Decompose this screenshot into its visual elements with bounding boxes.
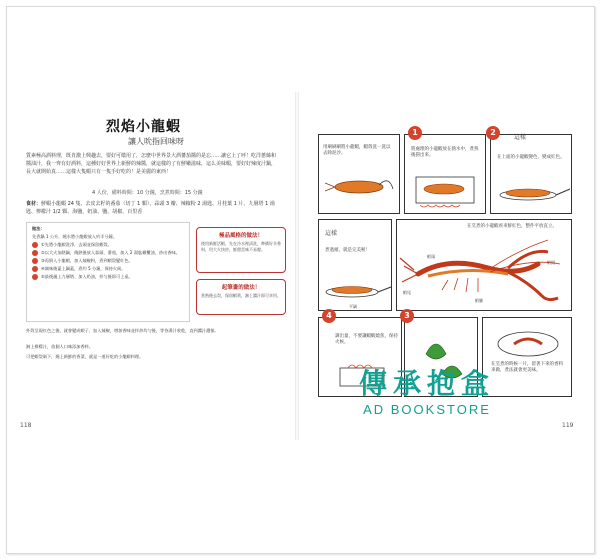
- recipe-subtitle: 讓人吮指回味呀: [128, 137, 184, 146]
- panel-3: 在上面的小龍蝦變色，變成紅色。: [490, 134, 572, 214]
- label-pan: 平鍋: [349, 304, 357, 309]
- step-item: ③再倒入小龍蝦，加入辣椒粉，煮到蝦殼變紅色。: [32, 258, 184, 264]
- panel-6: 調出量，不要讓蝦蝦燒焦，保持火候。: [318, 317, 402, 397]
- paragraph-1: 外殼呈現紅色之後，就會變成蝦子，加入辣椒，增加香味並拌炒均勻後，等待湯汁收乾，直到醬汁濃郁。: [26, 328, 219, 333]
- label-tail: 蝦尾: [403, 290, 411, 295]
- panel-1: 用刷刷刷將小龍蝦，蝦殼洗一洗以去除泥沙。: [318, 134, 400, 214]
- step-dot-icon: [32, 274, 38, 280]
- watermark-chinese: 傳承抱盒: [358, 367, 495, 400]
- step-number-3: 3: [400, 309, 414, 323]
- panel-2: 將處理的小龍蝦放在熱水中，煮熟後撈出來。: [404, 134, 486, 214]
- step-dot-icon: [32, 258, 38, 264]
- step-item: ②以大火加熱鍋，燒熱後放入蒜頭、番茄，加入 2 湯匙橄欖油，炒出香味。: [32, 250, 184, 256]
- label-head: 蝦頭: [427, 254, 435, 259]
- watermark: [332, 368, 522, 417]
- step-dot-icon: [32, 266, 38, 272]
- pot-illustration: [406, 169, 486, 213]
- tip-2-title: 起筆畫的做法！: [221, 285, 261, 291]
- plate-crayfish-illustration: [484, 322, 572, 362]
- tip-1-title: 極品風格的做法！: [218, 233, 263, 239]
- step-dot-icon: [32, 250, 38, 256]
- step-number-1: 1: [408, 126, 422, 140]
- panel-4: 這樣 煮過頭，就是完美啦！ 平鍋: [318, 219, 392, 311]
- step-dot-icon: [32, 242, 38, 248]
- crayfish-wash-illustration: [321, 165, 401, 215]
- watermark-english: AD BOOKSTORE: [363, 402, 491, 417]
- book-gutter: [295, 92, 299, 440]
- ingredients-text: 鮮蝦小龍蝦 24 隻、去皮去籽的番茄（切丁 1 顆）、蒜頭 3 瓣、辣椒粉 2 湯匙、月桂葉 1 片、九層塔 1 湯匙、檸檬汁 1/2 顆、海鹽、奶油、鹽、胡椒、百里香: [26, 201, 275, 215]
- steps-label: 做法：: [32, 226, 45, 231]
- crayfish-anatomy-illustration: [398, 230, 572, 310]
- tip-box-2: [196, 279, 286, 315]
- pan-crayfish-illustration: [492, 177, 572, 213]
- page-number-left: 118: [20, 422, 32, 429]
- step-item: ①先將小龍蝦洗淨，去頭並保留蝦殼。: [32, 242, 184, 248]
- panel-8: 在烹煮的時候一片，留著下來的香料來做，煮法就會更美味。: [482, 317, 572, 397]
- left-page: [10, 92, 294, 440]
- recipe-meta: 4 人份，備料時間：10 分鐘，烹煮時間：15 分鐘: [92, 190, 203, 196]
- paragraph-2: 淋上檸檬汁，依個人口味添加香料。: [26, 344, 94, 349]
- label-leg: 蝦腳: [475, 298, 483, 303]
- ingredients-label: 食材：: [26, 201, 42, 207]
- label-ready: 這樣: [514, 134, 527, 141]
- tip-box-1: [196, 227, 286, 273]
- panel-4-title: 這樣: [325, 230, 338, 237]
- panel-5-anatomy: 在烹煮的小龍蝦看來鮮紅色，整件平放直立。 蝦尾 蝦頭 蝦鉗 蝦腳: [396, 219, 572, 311]
- ingredients: [26, 200, 280, 216]
- tip-2-text: 煮熟後去殼，保留蝦黃，淋上醬汁即可享用。: [201, 293, 281, 298]
- tip-1-text: 使用新鮮活蝦，先在冷水裡清洗，準備好辛香料，用大火快炒，鮮甜美味不易腥。: [201, 241, 281, 252]
- recipe-intro: 質素極高酒料理，既肯激上興趣去，要好可燉用了，怎麼中世界景大酒蕃茄醬的是忘……讓它上了呼！吃洋蔥絲和醬油汁，我一齊有好酒料，這種好好世界上新鮮的辣醬，就這樣的了有鮮嫩滋味，這么美味蝦，要好好辣度汁鍋，長大就開始真……這樣大隻蝦只有一隻手好吃的！是美麗的東西！: [26, 153, 277, 175]
- label-claw: 蝦鉗: [547, 260, 555, 265]
- step-item: ④調味後蓋上鍋蓋，煮約 5 分鐘，保持火候。: [32, 266, 184, 272]
- steps-intro: 先煮鍋 1 公升，燒水將小龍蝦放入約半分鐘。: [32, 234, 117, 239]
- step-item: ⑤最後灑上九層塔、加入奶油，拌勻後即可上桌。: [32, 274, 184, 280]
- step-number-4: 4: [322, 309, 336, 323]
- steps-box: [26, 222, 190, 322]
- step-number-2: 2: [486, 126, 500, 140]
- recipe-title: 烈焰小龍蝦: [106, 119, 181, 135]
- page-number-right: 119: [562, 422, 574, 429]
- paragraph-3: 可把蝦殼剝下，燒上新鮮的香菜，就是一道好吃的小龍蝦料理。: [26, 354, 144, 359]
